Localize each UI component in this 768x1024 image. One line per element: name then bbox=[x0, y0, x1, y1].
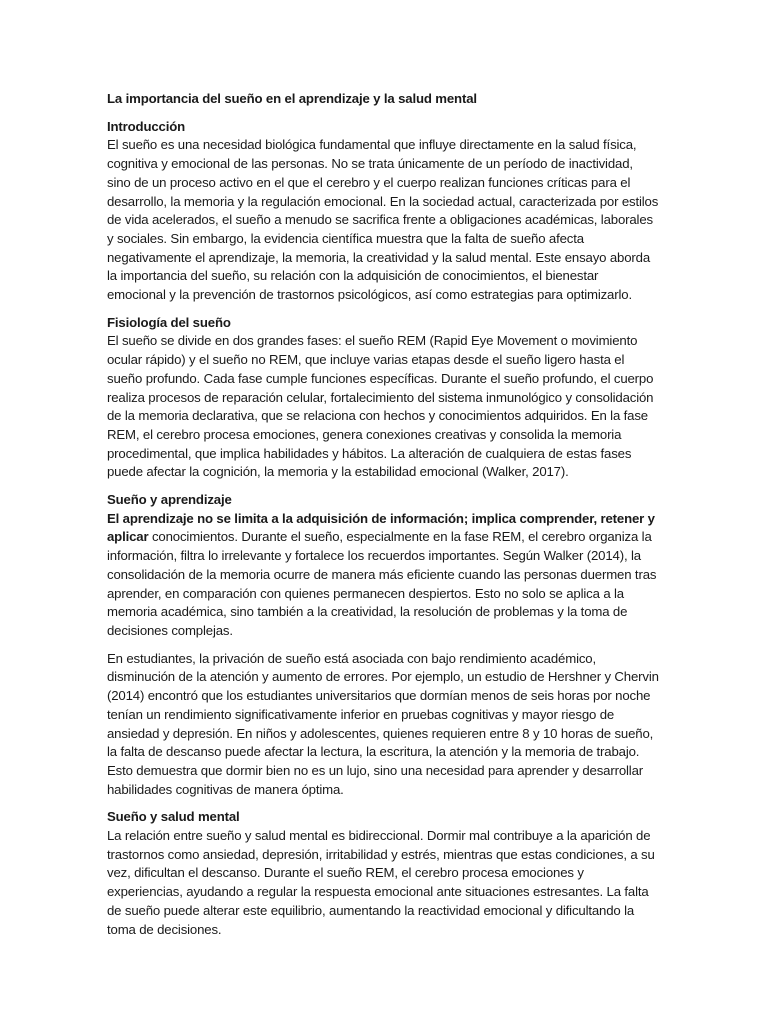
section-mental-health bbox=[107, 808, 659, 939]
paragraph-learning-students: En estudiantes, la privación de sueño está asociada con bajo rendimiento académico, disminución de la atención y aumento de errores. Por ejemplo, un estudio de Hershner y Chervin (2014) encontró que los estudiantes universitarios que dormían menos de seis horas por noche tenían un rendimiento significativamente inferior en pruebas cognitivas y mayor riesgo de ansiedad y depresión. En niños y adolescentes, quienes requieren entre 8 y 10 horas de sueño, la falta de descanso puede afectar la lectura, la escritura, la atención y la memoria de trabajo. Esto demuestra que dormir bien no es un lujo, sino una necesidad para aprender y desarrollar habilidades cognitivas de manera óptima. bbox=[107, 650, 659, 797]
paragraph-learning-body: conocimientos. Durante el sueño, especialmente en la fase REM, el cerebro organiza la información, filtra lo irrelevante y fortalece los recuerdos importantes. Según Walker (2014), la consolidación de la memoria ocurre de manera más eficiente cuando las personas duermen tras aprender, en comparación con quienes permanecen despiertos. Esto no solo se aplica a la memoria académica, sino también a la creatividad, la resolución de problemas y la toma de decisiones complejas. bbox=[107, 529, 657, 638]
document-page bbox=[107, 90, 659, 948]
section-heading-physiology: Fisiología del sueño bbox=[107, 314, 231, 330]
paragraph-physiology: El sueño se divide en dos grandes fases: el sueño REM (Rapid Eye Movement o movimiento ocular rápido) y el sueño no REM, que incluye varias etapas desde el sueño ligero hasta el sueño profundo. Cada fase cumple funciones específicas. Durante el sueño profundo, el cuerpo realiza procesos de reparación celular, fortalecimiento del sistema inmunológico y consolidación de la memoria declarativa, que se relaciona con hechos y conocimientos adquiridos. En la fase REM, el cerebro procesa emociones, genera conexiones creativas y consolida la memoria procedimental, que implica habilidades y hábitos. La alteración de cualquiera de estas fases puede afectar la cognición, la memoria y la estabilidad emocional (Walker, 2017). bbox=[107, 333, 654, 480]
section-learning bbox=[107, 491, 659, 641]
document-title: La importancia del sueño en el aprendizaje y la salud mental bbox=[107, 91, 477, 106]
section-introduction bbox=[107, 118, 659, 305]
section-heading-introduction: Introducción bbox=[107, 118, 186, 134]
section-physiology bbox=[107, 314, 659, 482]
section-heading-learning: Sueño y aprendizaje bbox=[107, 492, 232, 508]
section-heading-mental-health: Sueño y salud mental bbox=[107, 809, 240, 825]
paragraph-learning bbox=[107, 510, 659, 641]
paragraph-learning-lead: El aprendizaje no se limita a la adquisición de información; implica comprender, retener y aplicar bbox=[107, 510, 655, 545]
paragraph-introduction: El sueño es una necesidad biológica fundamental que influye directamente en la salud física, cognitiva y emocional de las personas. No se trata únicamente de un período de inactividad, sino de un proceso activo en el que el cerebro y el cuerpo realizan funciones críticas para el desarrollo, la memoria y la regulación emocional. En la sociedad actual, caracterizada por estilos de vida acelerados, el sueño a menudo se sacrifica frente a obligaciones académicas, laborales y sociales. Sin embargo, la evidencia científica muestra que la falta de sueño afecta negativamente el aprendizaje, la memoria, la creatividad y la salud mental. Este ensayo aborda la importancia del sueño, su relación con la adquisición de conocimientos, el bienestar emocional y la prevención de trastornos psicológicos, así como estrategias para optimizarlo. bbox=[107, 137, 659, 303]
paragraph-mental-health: La relación entre sueño y salud mental es bidireccional. Dormir mal contribuye a la aparición de trastornos como ansiedad, depresión, irritabilidad y estrés, mientras que estas condiciones, a su vez, dificultan el descanso. Durante el sueño REM, el cerebro procesa emociones y experiencias, ayudando a regular la respuesta emocional ante situaciones estresantes. La falta de sueño puede alterar este equilibrio, aumentando la reactividad emocional y dificultando la toma de decisiones. bbox=[107, 828, 655, 937]
